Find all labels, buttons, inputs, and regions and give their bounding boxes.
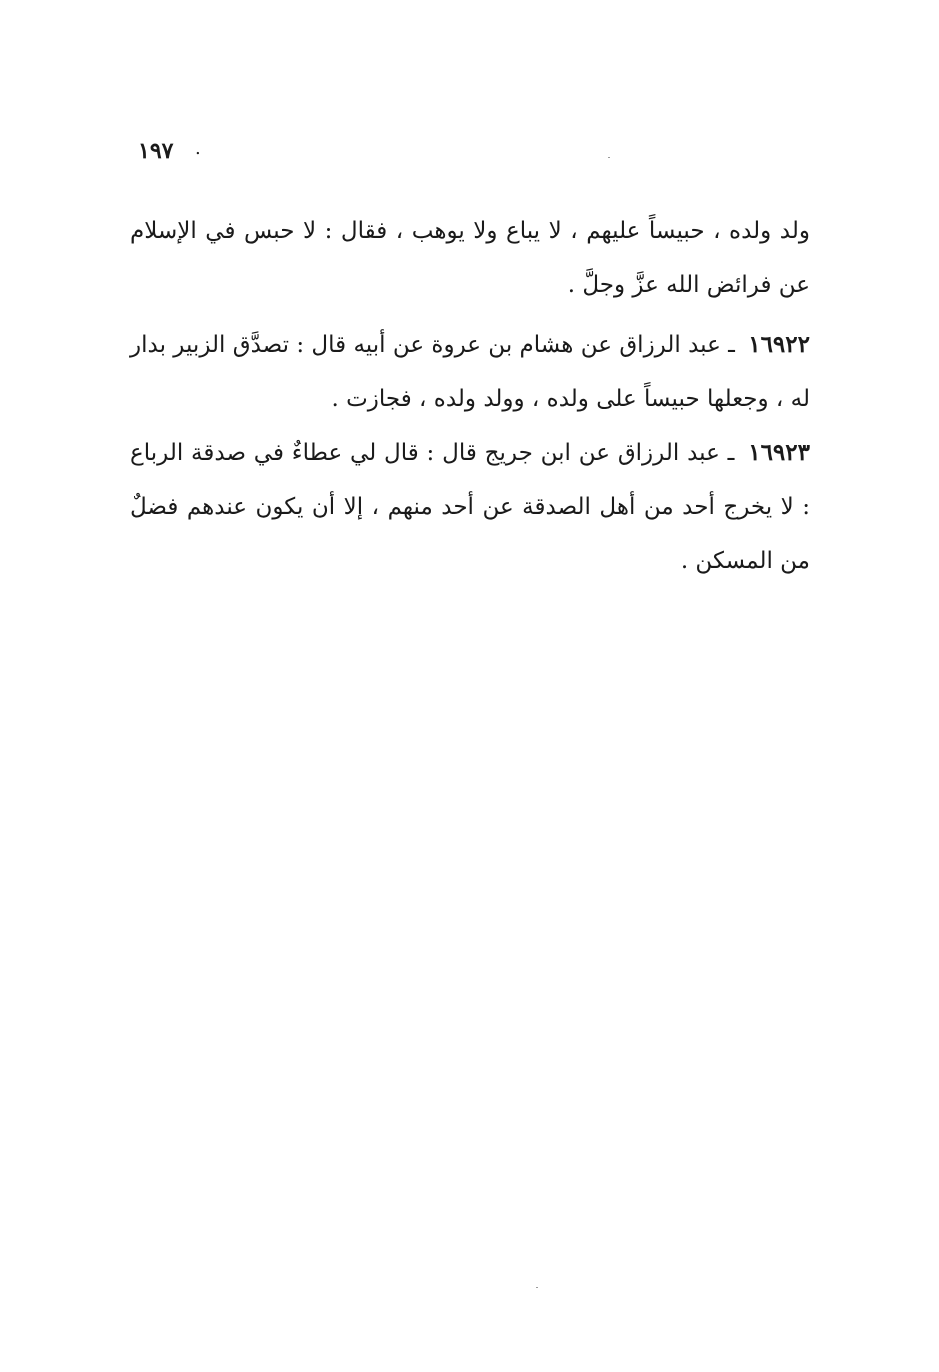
- page-number: ١٩٧: [138, 138, 174, 164]
- paragraph-text: ـ عبد الرزاق عن هشام بن عروة عن أبيه قال : تصدَّق الزبير بدار له ، وجعلها حبيساً على ولده ، وولد ولده ، فجازت .: [130, 332, 810, 412]
- paragraph-text: ولد ولده ، حبيساً عليهم ، لا يباع ولا يوهب ، فقال : لا حبس في الإسلام عن فرائض الله عزَّ وجلَّ .: [130, 218, 810, 298]
- scan-speck: [536, 1287, 538, 1288]
- hadith-entry: [130, 426, 810, 588]
- hadith-entry: [130, 318, 810, 426]
- scan-speck: [608, 157, 610, 158]
- entry-number: ١٦٩٢٢: [748, 331, 810, 358]
- paragraph-continuation: [130, 204, 810, 312]
- page-number-separator: .: [195, 138, 201, 159]
- paragraph-text: ـ عبد الرزاق عن ابن جريج قال : قال لي عطاءٌ في صدقة الرباع : لا يخرج أحد من أهل الصدقة عن أحد منهم ، إلا أن يكون عندهم فضلٌ من المسكن .: [130, 440, 810, 574]
- entry-number: ١٦٩٢٣: [748, 439, 810, 466]
